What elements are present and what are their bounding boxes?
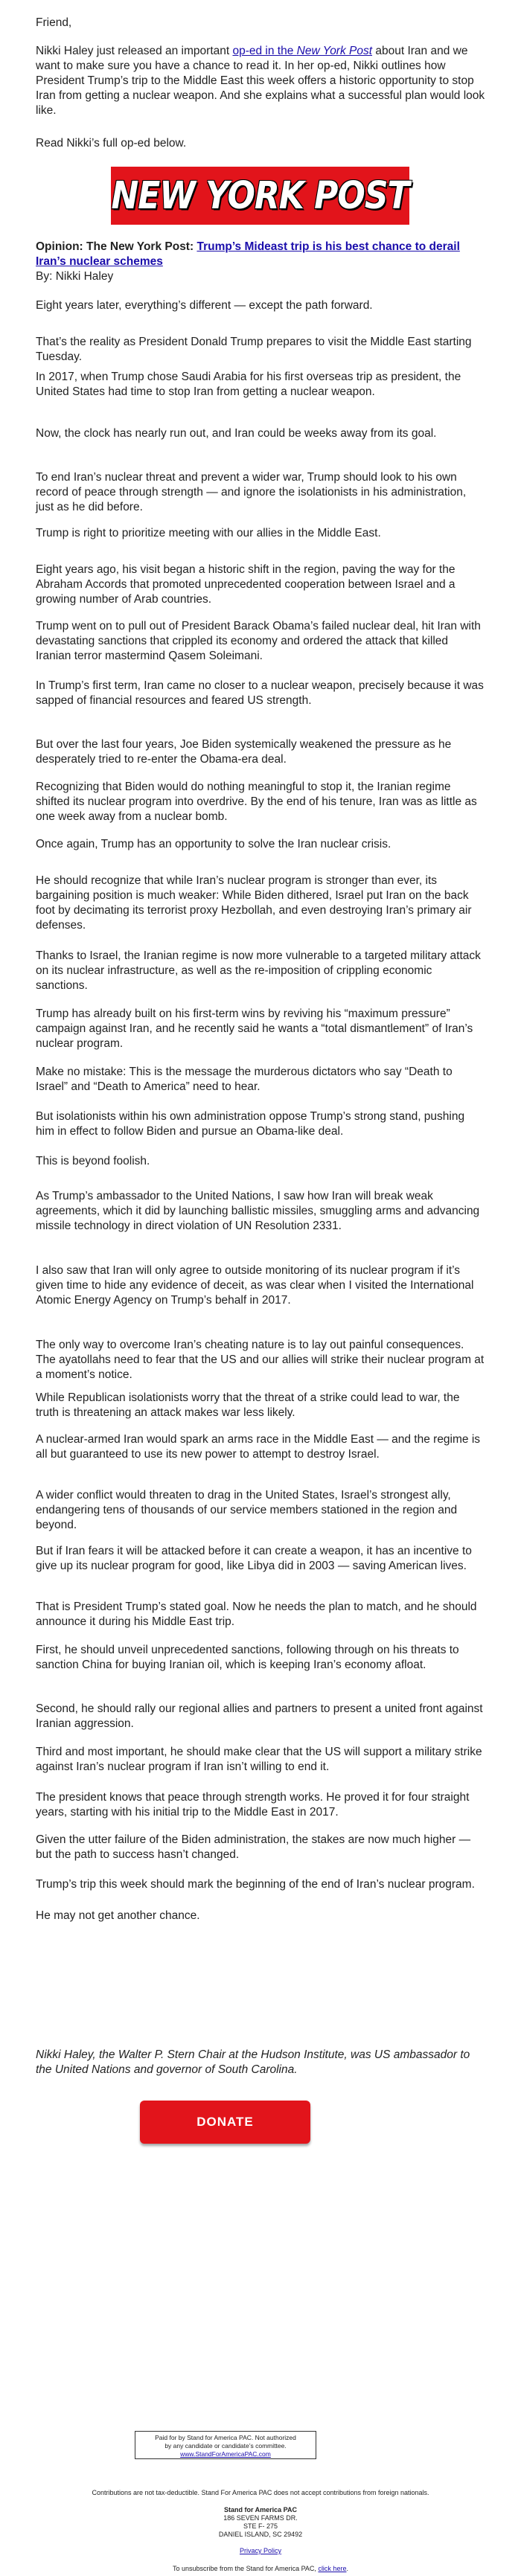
op-ed-paragraph: Now, the clock has nearly run out, and Iran could be weeks away from its goal. [36,427,437,440]
logo-text: NEW YORK POST [111,173,409,218]
op-ed-paragraph: As Trump’s ambassador to the United Nations, I saw how Iran will break weak agreements, which it did by launching ballistic missiles, smuggling arms and advancing missile technology in direct violation of UN Resolution 2331. [36,1190,480,1232]
op-ed-paragraph: First, he should unveil unprecedented sanctions, following through on his threats to sanction China for buying Iranian oil, which is keeping Iran’s economy afloat. [36,1644,459,1671]
unsubscribe-text: To unsubscribe from the Stand for America PAC, [173,2565,319,2572]
author-note: Nikki Haley, the Walter P. Stern Chair at the Hudson Institute, was US ambassador to the United Nations and governor of South Carolina. [36,2048,470,2076]
paid-for-line-2: by any candidate or candidate’s committee. [164,2442,287,2450]
op-ed-paragraph: Third and most important, he should make clear that the US will support a military strike against Iran’s nuclear program if Iran isn’t willing to end it. [36,1746,482,1773]
address-line-2: STE F- 275 [243,2522,278,2530]
byline: By: Nikki Haley [36,270,114,283]
intro-text-after: about Iran and we want to make sure you have a chance to read it. In her op-ed, Nikki outlines how President Trump’s trip to the Middle East this week offers a historic opportunity to stop Iran from getting a nuclear weapon. And she explains what a successful plan would look like. [36,45,485,117]
donate-button[interactable]: DONATE [140,2101,310,2144]
greeting: Friend, [36,16,72,29]
op-ed-paragraph: But isolationists within his own administration oppose Trump’s strong stand, pushing him in effect to follow Biden and pursue an Obama-like deal. [36,1110,465,1138]
op-ed-paragraph: He should recognize that while Iran’s nuclear program is stronger than ever, its bargaining position is much weaker: While Biden dithered, Israel put Iran on the back foot by decimating its terrorist proxy Hezbollah, and even destroying Iran’s primary air defenses. [36,874,472,932]
op-ed-paragraph: I also saw that Iran will only agree to outside monitoring of its nuclear program if it’s given time to hide any evidence of deceit, as was clear when I visited the International Atomic Energy Agency on Trump’s behalf in 2017. [36,1264,474,1307]
op-ed-paragraph: Trump went on to pull out of President Barack Obama’s failed nuclear deal, hit Iran with devastating sanctions that crippled its economy and ordered the attack that killed Iranian terror mastermind Qasem Soleimani. [36,620,481,662]
contributions-notice: Contributions are not tax-deductible. Stand For America PAC does not accept contributions from foreign nationals. [92,2489,429,2496]
op-ed-paragraph: Eight years ago, his visit began a historic shift in the region, paving the way for the Abraham Accords that promoted unprecedented cooperation between Israel and a growing number of Arab countries. [36,563,456,606]
op-ed-paragraph: Trump is right to prioritize meeting with our allies in the Middle East. [36,527,381,539]
unsubscribe-line [36,2565,485,2573]
op-ed-paragraph: Thanks to Israel, the Iranian regime is now more vulnerable to a targeted military attack on its nuclear infrastructure, as well as the re-imposition of crippling economic sanctions. [36,949,481,992]
headline-prefix: Opinion: The New York Post: [36,240,197,253]
read-line: Read Nikki’s full op-ed below. [36,137,187,150]
op-ed-paragraph: In 2017, when Trump chose Saudi Arabia for his first overseas trip as president, the United States had time to stop Iran from getting a nuclear weapon. [36,371,461,398]
unsubscribe-end: . [346,2565,348,2572]
new-york-post-logo [111,167,409,225]
unsubscribe-link[interactable]: click here [318,2565,347,2572]
intro-paragraph [36,44,485,118]
op-ed-paragraph: The only way to overcome Iran’s cheating nature is to lay out painful consequences. The ayatollahs need to fear that the US and our allies will strike their nuclear program at a moment’s notice. [36,1339,485,1381]
org-name: Stand for America PAC [223,2506,298,2513]
op-ed-paragraph: Trump has already built on his first-term wins by reviving his “maximum pressure” campaign against Iran, and he recently said he wants a “total dismantlement” of Iran’s nuclear program. [36,1007,473,1050]
op-ed-paragraph: A nuclear-armed Iran would spark an arms race in the Middle East — and the regime is all but guaranteed to use its new power to attempt to destroy Israel. [36,1433,481,1461]
op-ed-link-text: op-ed in the [232,45,297,57]
op-ed-paragraph: Given the utter failure of the Biden administration, the stakes are now much higher — but the path to success hasn’t changed. [36,1833,471,1861]
op-ed-link[interactable] [232,45,372,57]
op-ed-paragraph: But if Iran fears it will be attacked before it can create a weapon, it has an incentive to give up its nuclear program for good, like Libya did in 2003 — saving American lives. [36,1545,472,1572]
address-line-1: 186 SEVEN FARMS DR. [223,2514,298,2522]
op-ed-paragraph: To end Iran’s nuclear threat and prevent a wider war, Trump should look to his own record of peace through strength — and ignore the isolationists in his administration, just as he did before. [36,471,467,513]
privacy-policy-link[interactable]: Privacy Policy [239,2547,281,2554]
op-ed-headline [36,240,485,269]
op-ed-paragraph: Second, he should rally our regional allies and partners to present a united front against Iranian aggression. [36,1702,483,1730]
op-ed-paragraph: That’s the reality as President Donald Trump prepares to visit the Middle East starting Tuesday. [36,336,472,363]
op-ed-paragraph: Once again, Trump has an opportunity to solve the Iran nuclear crisis. [36,838,391,850]
op-ed-paragraph: In Trump’s first term, Iran came no closer to a nuclear weapon, precisely because it was sapped of financial resources and feared US strength. [36,679,484,707]
headline-link[interactable]: Trump’s Mideast trip is his best chance to derail Iran’s nuclear schemes [36,240,460,268]
op-ed-paragraph: Trump’s trip this week should mark the beginning of the end of Iran’s nuclear program. [36,1878,475,1891]
address-line-3: DANIEL ISLAND, SC 29492 [218,2531,303,2538]
op-ed-paragraph: While Republican isolationists worry that the threat of a strike could lead to war, the truth is threatening an attack makes war less likely. [36,1391,460,1419]
paid-for-disclaimer [135,2431,316,2459]
op-ed-paragraph: A wider conflict would threaten to drag in the United States, Israel’s strongest ally, endangering tens of thousands of our service members stationed in the region and beyond. [36,1489,458,1531]
op-ed-paragraph: He may not get another chance. [36,1909,200,1922]
intro-text-before: Nikki Haley just released an important [36,45,233,57]
op-ed-paragraph: Eight years later, everything’s different — except the path forward. [36,299,373,312]
paid-for-line-1: Paid for by Stand for America PAC. Not authorized [155,2434,296,2441]
op-ed-paragraph: This is beyond foolish. [36,1155,150,1167]
pac-website-link[interactable]: www.StandForAmericaPAC.com [180,2450,271,2458]
op-ed-paragraph: Recognizing that Biden would do nothing meaningful to stop it, the Iranian regime shifted its nuclear program into overdrive. By the end of his tenure, Iran was as little as one week away from a nuclear bomb. [36,781,477,823]
op-ed-paragraph: The president knows that peace through strength works. He proved it for four straight years, starting with his initial trip to the Middle East in 2017. [36,1791,470,1819]
op-ed-link-publication: New York Post [296,45,373,57]
op-ed-paragraph: Make no mistake: This is the message the murderous dictators who say “Death to Israel” and “Death to America” need to hear. [36,1066,453,1093]
op-ed-paragraph: That is President Trump’s stated goal. Now he needs the plan to match, and he should announce it during his Middle East trip. [36,1601,477,1628]
op-ed-paragraph: But over the last four years, Joe Biden systemically weakened the pressure as he desperately tried to re-enter the Obama-era deal. [36,738,452,766]
